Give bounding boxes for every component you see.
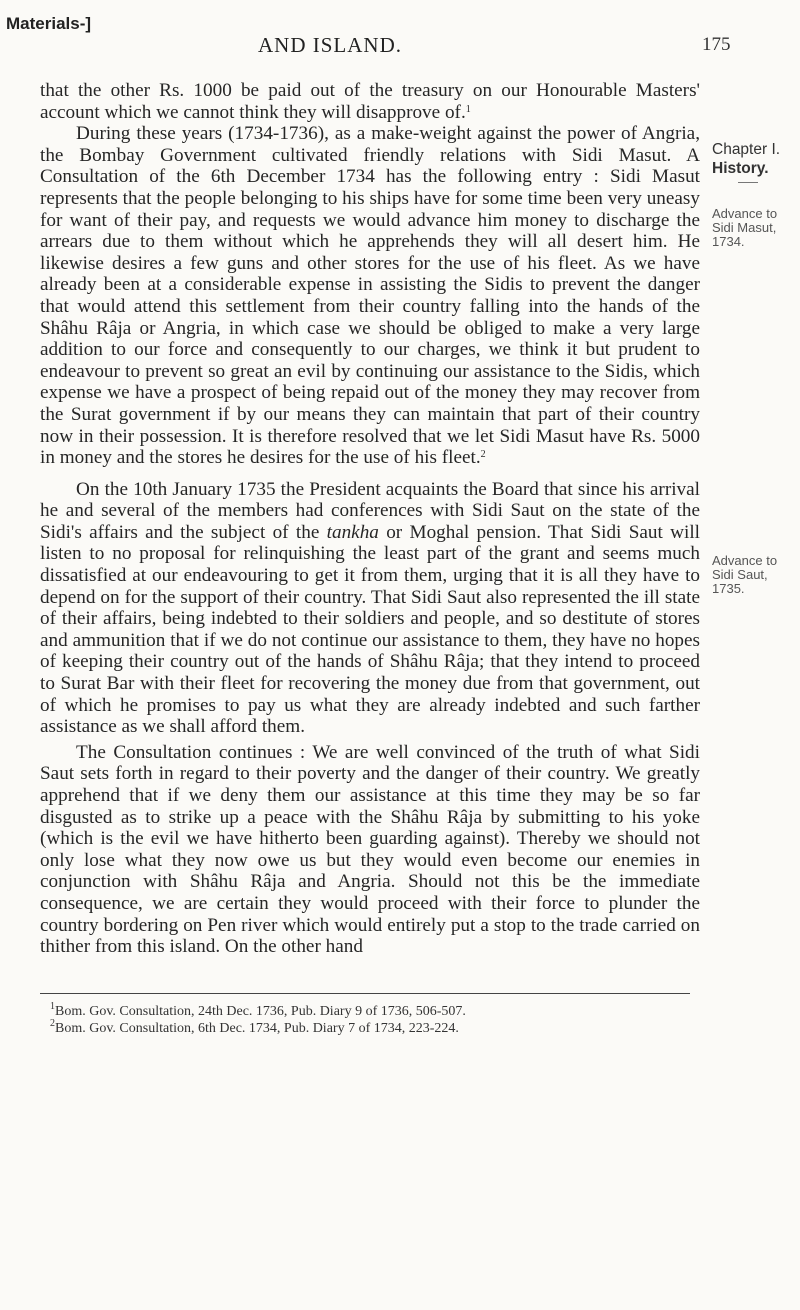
margin-note-sidi-masut: Advance to Sidi Masut, 1734. [712,206,778,249]
running-head: AND ISLAND. [258,33,402,57]
footnote-divider [40,993,690,994]
footnotes [40,1003,700,1037]
chapter-label: Chapter I. [712,141,781,158]
main-text [40,80,700,958]
chapter-heading-rule [738,182,758,183]
page-number: 175 [702,34,731,55]
italic-term: tankha [326,521,379,543]
paragraph-4: The Consultation continues : We are well convinced of the truth of what Sidi Saut sets forth in regard to their poverty and the danger of their country. We greatly apprehend that if we deny them our assistance at this time they may be so far disgusted as to strike up a peace with the Shâhu Râja by submitting to his yoke (which is the evil we have hitherto been guarding against). Thereby we should not only lose what they now owe us but they would even become our enemies in conjunction with Shâhu Râja and Angria. Should not this be the immediate consequence, we are certain they would proceed with their force to plunder the country bordering on Pen river which would entirely put a stop to the trade carried on thither from this island. On the other hand [40,741,700,958]
footnote-ref-1: 1 [465,103,471,115]
margin-note-sidi-saut: Advance to Sidi Saut, 1735. [712,553,778,596]
paragraph-1: that the other Rs. 1000 be paid out of the treasury on our Honourable Masters' account which we cannot think they will disapprove of.$^1$ [40,80,700,123]
footnote-ref-2: 2 [480,449,486,461]
footnote-2: $^2$Bom. Gov. Consultation, 6th Dec. 1734, Pub. Diary 7 of 1734, 223-224. [50,1018,459,1036]
margin-chapter-heading [712,140,798,187]
paragraph-3: On the 10th January 1735 the President acquaints the Board that since his arrival he and several of the members had conferences with Sidi Saut on the state of the Sidi's affairs and the subject of the tankha or Moghal pension. That Sidi Saut will listen to no proposal for relinquishing the least part of the grant and seems much dissatisfied at our endeavouring to get it from them, urging that it is all they have to depend on for the support of their country. That Sidi Saut also represented the ill state of their affairs, being indebted to their soldiers and people, and so destitute of stores and ammunition that if we do not continue our assistance to them, they have no hopes of keeping their country out of the hands of Shâhu Râja; that they intend to proceed to Surat Bar with their fleet for recovering the money due from that government, out of which he promises to pay us what they are already indebted and such farther assistance as we shall afford them. [40,478,700,738]
section-tag: Materials-] [6,14,92,33]
paragraph-2: During these years (1734-1736), as a make-weight against the power of Angria, the Bombay Government cultivated friendly relations with Sidi Masut. A Consultation of the 6th December 1734 has the following entry : Sidi Masut represents that the people belonging to his ships have for some time been very uneasy for want of their pay, and requests we would advance him money to discharge the arrears due to them without which he apprehends they will all desert him. He likewise desires a few guns and other stores for the use of his fleet. As we have already been at a considerable expense in assisting the Sidis to prevent the danger that would attend this settlement from their country falling into the hands of the Shâhu Râja or Angria, in which case we should be obliged to make a very large addition to our force and consequently to our charges, we think it but prudent to endeavour to prevent so great an evil by continuing our assistance to the Sidis, which expense we have a prospect of being repaid out of the money they may recover from the Surat government if by our means they can maintain that part of their country now in their possession. It is therefore resolved that we let Sidi Masut have Rs. 5000 in money and the stores he desires for the use of his fleet.$^2$ [40,123,700,469]
history-label: History. [712,160,769,177]
footnote-1: $^1$Bom. Gov. Consultation, 24th Dec. 1736, Pub. Diary 9 of 1736, 506-507. [50,1001,466,1019]
